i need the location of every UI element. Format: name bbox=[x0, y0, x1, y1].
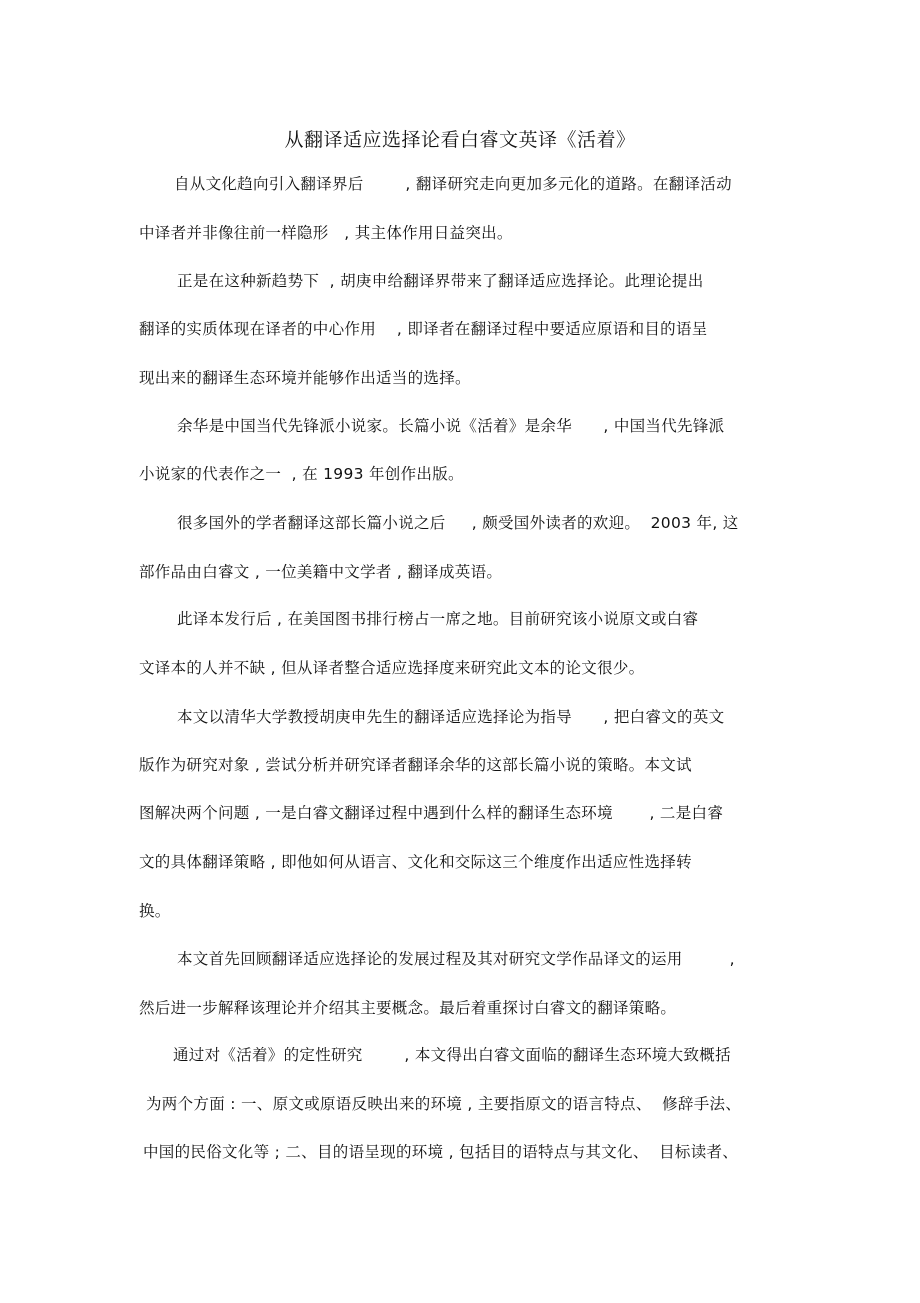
paragraph-line: 很多国外的学者翻译这部长篇小说之后 , 颇受国外读者的欢迎。 2003 年, 这 bbox=[177, 514, 739, 532]
paragraph-line: 小说家的代表作之一 , 在 1993 年创作出版。 bbox=[139, 465, 464, 483]
paragraph-line: 换。 bbox=[139, 902, 171, 920]
paragraph-line: 现出来的翻译生态环境并能够作出适当的选择。 bbox=[139, 369, 471, 387]
paragraph-line: 本文首先回顾翻译适应选择论的发展过程及其对研究文学作品译文的运用 , bbox=[177, 950, 735, 968]
paragraph-line: 文的具体翻译策略 , 即他如何从语言、文化和交际这三个维度作出适应性选择转 bbox=[139, 853, 692, 871]
paragraph-line: 中译者并非像往前一样隐形 , 其主体作用日益突出。 bbox=[139, 224, 513, 242]
document-title: 从翻译适应选择论看白睿文英译《活着》 bbox=[284, 129, 636, 151]
paragraph-line: 部作品由白睿文 , 一位美籍中文学者 , 翻译成英语。 bbox=[139, 563, 503, 581]
paragraph-line: 翻译的实质体现在译者的中心作用 , 即译者在翻译过程中要适应原语和目的语呈 bbox=[139, 320, 708, 338]
paragraph-line: 图解决两个问题 , 一是白睿文翻译过程中遇到什么样的翻译生态环境 , 二是白睿 bbox=[139, 804, 724, 822]
paragraph-line: 然后进一步解释该理论并介绍其主要概念。最后着重探讨白睿文的翻译策略。 bbox=[139, 999, 677, 1017]
paragraph-line: 正是在这种新趋势下 , 胡庚申给翻译界带来了翻译适应选择论。此理论提出 bbox=[177, 272, 704, 290]
paragraph-line: 此译本发行后 , 在美国图书排行榜占一席之地。目前研究该小说原文或白睿 bbox=[177, 610, 699, 628]
paragraph-line: 自从文化趋向引入翻译界后 , 翻译研究走向更加多元化的道路。在翻译活动 bbox=[174, 175, 732, 193]
paragraph-line: 通过对《活着》的定性研究 , 本文得出白睿文面临的翻译生态环境大致概括 bbox=[173, 1046, 731, 1064]
paragraph-line: 版作为研究对象 , 尝试分析并研究译者翻译余华的这部长篇小说的策略。本文试 bbox=[139, 756, 692, 774]
paragraph-line: 本文以清华大学教授胡庚申先生的翻译适应选择论为指导 , 把白睿文的英文 bbox=[177, 708, 725, 726]
paragraph-line: 为两个方面 : 一、原文或原语反映出来的环境 , 主要指原文的语言特点、 修辞手法、 bbox=[146, 1095, 742, 1113]
paragraph-line: 中国的民俗文化等 ; 二、目的语呈现的环境 , 包括目的语特点与其文化、 目标读者、 bbox=[143, 1143, 739, 1161]
paragraph-line: 文译本的人并不缺 , 但从译者整合适应选择度来研究此文本的论文很少。 bbox=[139, 659, 645, 677]
paragraph-line: 余华是中国当代先锋派小说家。长篇小说《活着》是余华 , 中国当代先锋派 bbox=[177, 417, 725, 435]
